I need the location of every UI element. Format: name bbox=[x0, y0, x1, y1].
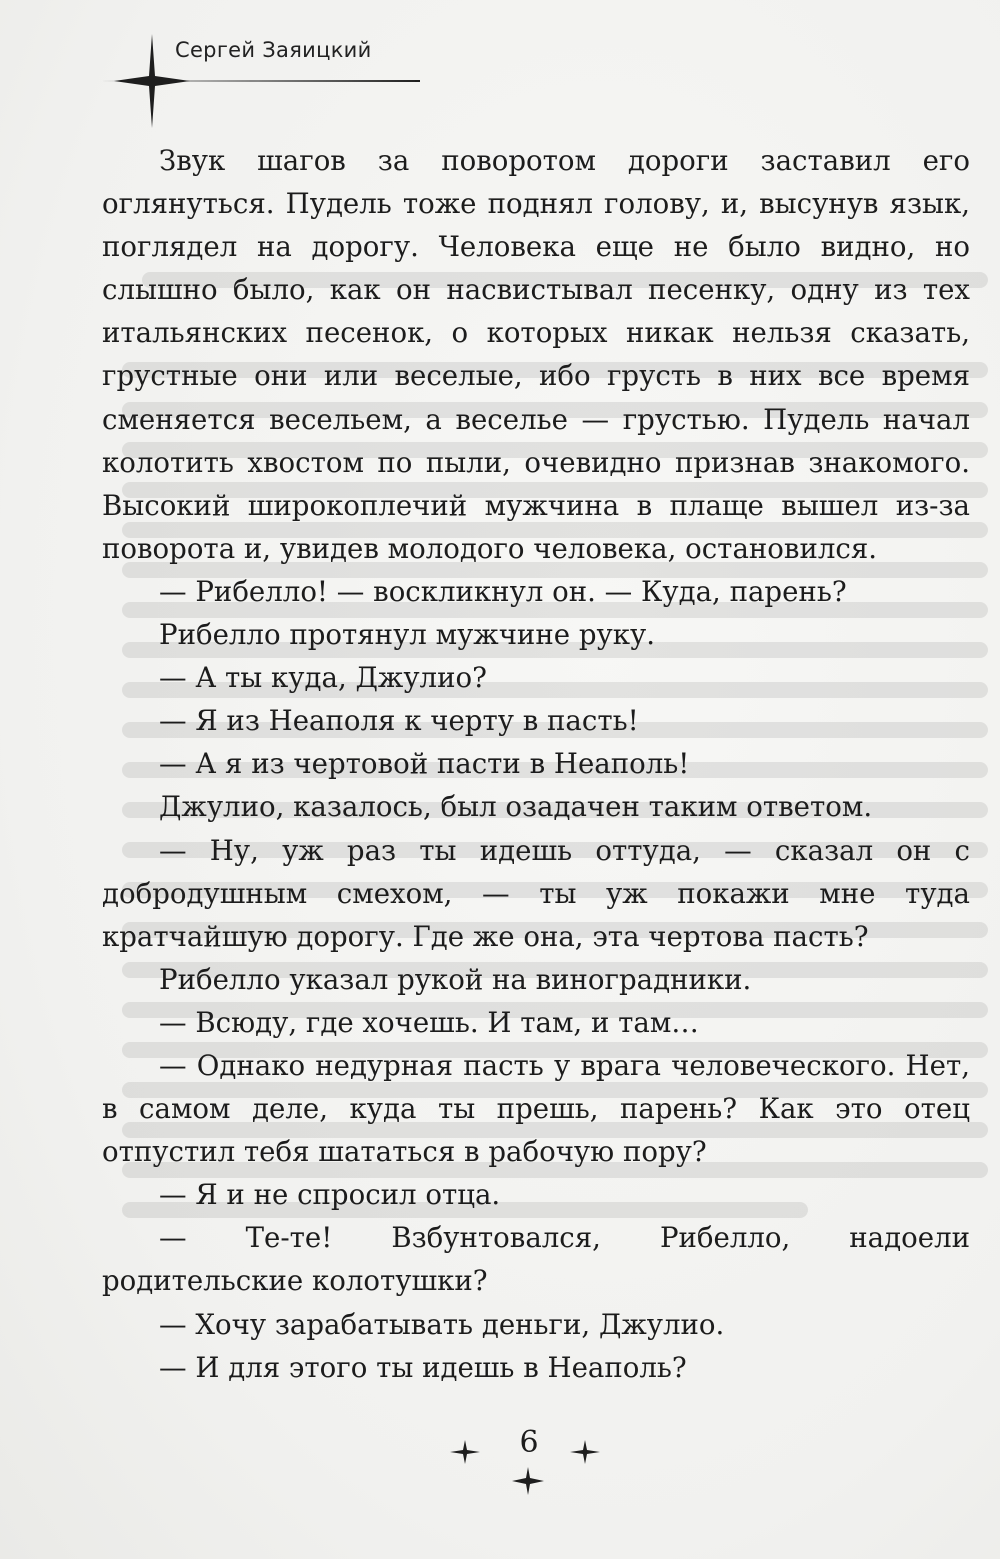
paragraph: — Хочу зарабатывать деньги, Джулио. bbox=[159, 1307, 725, 1341]
paragraph: — А ты куда, Джулио? bbox=[159, 661, 487, 695]
author-name: Сергей Заяицкий bbox=[175, 38, 372, 62]
paragraph: — Я из Неаполя к черту в пасть! bbox=[159, 704, 639, 738]
paragraph: — Всюду, где хочешь. И там, и там… bbox=[159, 1005, 699, 1039]
paragraph: — Ну, уж раз ты идешь оттуда, — сказал он с добродушным смехом, — ты уж покажи мне туда кратчайшую дорогу. Где же она, эта чертова пасть? bbox=[102, 833, 970, 953]
page-footer bbox=[440, 1415, 620, 1515]
paragraph: — Те-те! Взбунтовался, Рибелло, надоели родительские колотушки? bbox=[102, 1221, 970, 1298]
running-header bbox=[100, 30, 420, 140]
paragraph: — Рибелло! — воскликнул он. — Куда, парень? bbox=[159, 574, 847, 608]
paragraph: — Однако недурная пасть у врага человеческого. Нет, в самом деле, куда ты прешь, парень? Как это отец отпустил тебя шататься в рабочую пору? bbox=[102, 1048, 970, 1169]
paragraph: Рибелло указал рукой на виноградники. bbox=[159, 962, 752, 996]
paragraph: Рибелло протянул мужчине руку. bbox=[159, 618, 655, 652]
paragraph: Джулио, казалось, был озадачен таким ответом. bbox=[159, 790, 873, 824]
paragraph: Звук шагов за поворотом дороги заставил его оглянуться. Пудель тоже поднял голову, и, высунув язык, поглядел на дорогу. Человека еще не было видно, но слышно было, как он насвистывал песенку, одну из тех итальянских песенок, о которых никак нельзя сказать, грустные они или веселые, ибо грусть в них все время сменяется весельем, а веселье — грустью. Пудель начал колотить хвостом по пыли, очевидно признав знакомого. Высокий широкоплечий мужчина в плаще вышел из-за поворота и, увидев молодого человека, остановился. bbox=[102, 144, 970, 565]
page-number: 6 bbox=[519, 1425, 539, 1460]
paragraph: — Я и не спросил отца. bbox=[159, 1178, 501, 1212]
paragraph: — И для этого ты идешь в Неаполь? bbox=[159, 1350, 687, 1384]
main-text bbox=[102, 139, 970, 1389]
paragraph: — А я из чертовой пасти в Неаполь! bbox=[159, 747, 690, 781]
